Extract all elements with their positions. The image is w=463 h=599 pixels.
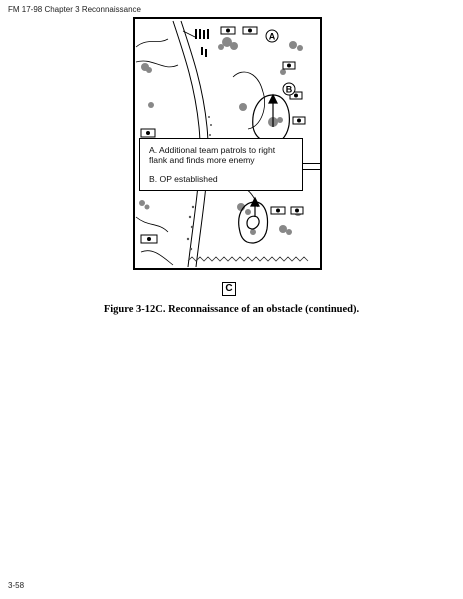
figure-caption: Figure 3-12C. Reconnaissance of an obstacle (continued). [103, 304, 360, 315]
marker-b: B [285, 84, 293, 95]
callout-box [139, 138, 303, 191]
callout-leader-line-2 [302, 169, 322, 170]
page-number: 3-58 [8, 581, 25, 590]
running-header: FM 17-98 Chapter 3 Reconnaissance [8, 5, 141, 14]
callout-b-text: B. OP established [149, 174, 218, 184]
panel-label: C [222, 282, 236, 296]
callout-a-text: A. Additional team patrols to right flank and finds more enemy [149, 145, 276, 165]
marker-a: A [268, 31, 276, 42]
callout-leader-line [302, 163, 322, 164]
